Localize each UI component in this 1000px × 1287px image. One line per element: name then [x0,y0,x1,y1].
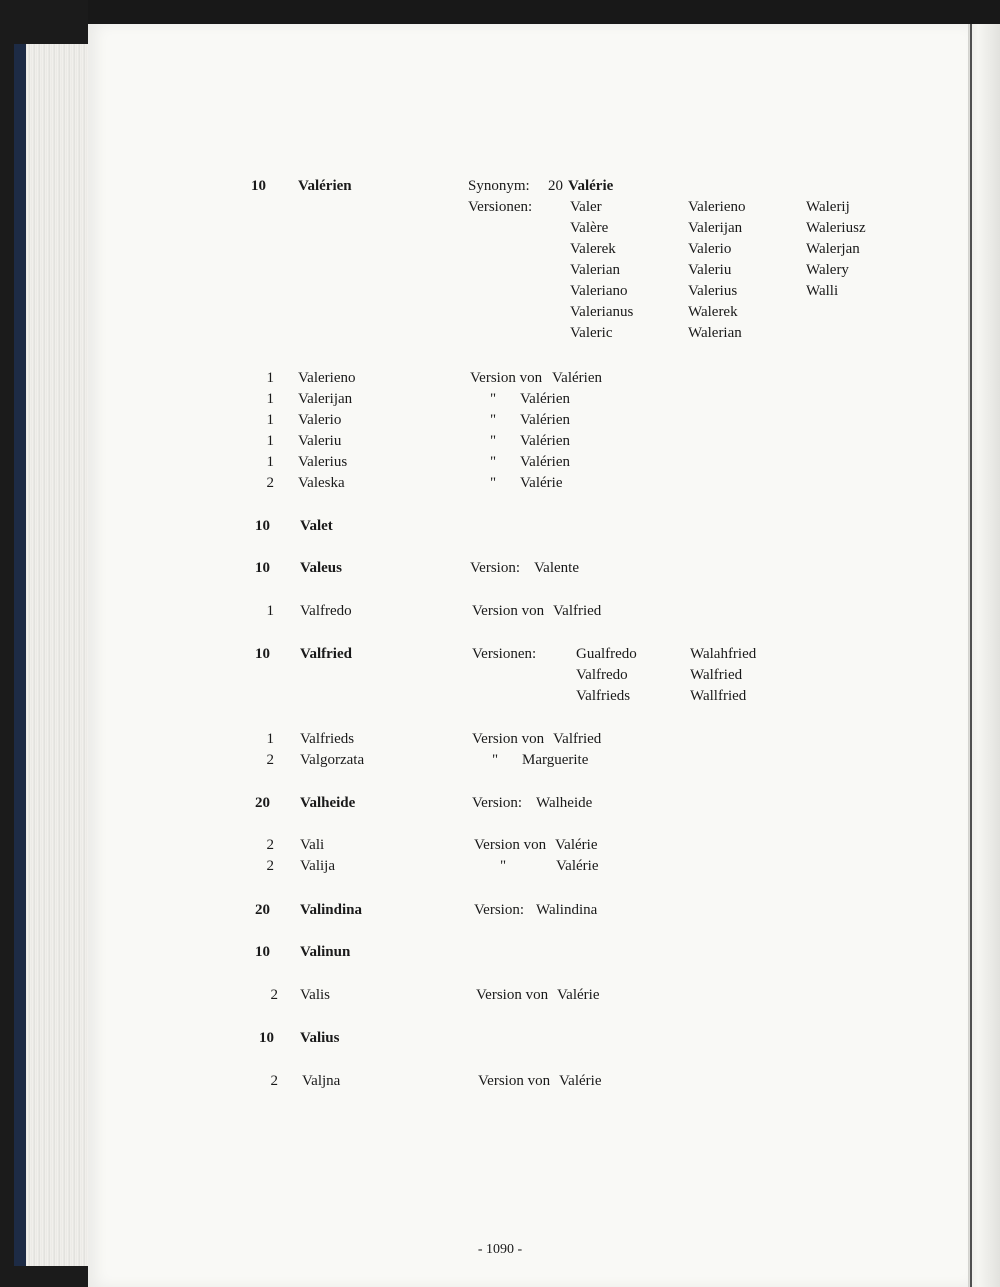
entry-ref: Valérie [557,987,600,1003]
entry-name: Valerio [298,412,342,428]
version-name: Walli [806,283,839,299]
entry-ref: Valfried [553,731,602,747]
entry-name: Valeriu [298,433,342,449]
versions-label: Versionen: [472,646,537,662]
version-name: Walery [806,262,849,278]
ditto-mark: " [490,454,497,470]
entry-count: 1 [266,731,274,747]
entry-name: Valjna [302,1073,341,1089]
entry-relation: Version von [476,987,549,1003]
entry-ref: Valérie [559,1073,602,1089]
entry-count: 10 [255,560,270,576]
entry-ref: Marguerite [522,752,589,768]
entry-relation: Version von [472,731,545,747]
entry-name: Valgorzata [300,752,365,768]
entry-count: 2 [270,987,278,1003]
ditto-mark: " [500,858,507,874]
versions-label: Versionen: [468,199,533,215]
version-name: Valerijan [688,220,743,236]
ditto-mark: " [490,475,497,491]
entry-relation: Version: [474,902,524,918]
entry-name: Valerijan [298,391,353,407]
entry-count: 20 [255,795,270,811]
version-name: Valeriu [688,262,732,278]
entry-count: 2 [266,475,274,491]
ditto-mark: " [490,433,497,449]
entry-count: 2 [266,752,274,768]
version-name: Walfried [690,667,743,683]
version-name: Valer [570,199,602,215]
ditto-mark: " [492,752,499,768]
entry-ref: Valérien [520,454,570,470]
entry-name: Valeus [300,560,342,576]
entry-name: Valinun [300,944,351,960]
entry-name: Valfried [300,646,352,662]
version-name: Walerek [688,304,738,320]
entry-ref: Walindina [536,902,598,918]
entry-relation: Version von [472,603,545,619]
version-name: Valère [570,220,609,236]
entry-name: Valija [300,858,335,874]
entry-ref: Valérien [520,391,570,407]
ditto-mark: " [490,412,497,428]
version-name: Valerius [688,283,738,299]
entry-count: 1 [266,370,274,386]
entry-name: Valfrieds [300,731,355,747]
version-name: Valerio [688,241,732,257]
entry-ref: Valérien [552,370,602,386]
version-name: Valfrieds [576,688,631,704]
entry-ref: Valente [534,560,579,576]
entry-name: Valeska [298,475,345,491]
entry-name: Valis [300,987,330,1003]
entry-relation: Version von [470,370,543,386]
entry-relation: Version: [470,560,520,576]
entry-count: 1 [266,433,274,449]
scan-top-border [88,0,1000,24]
version-name: Waleriusz [806,220,866,236]
entry-ref: Valfried [553,603,602,619]
entry-name: Valfredo [300,603,352,619]
entry-count: 1 [266,454,274,470]
entry-name: Valheide [300,795,356,811]
version-name: Valerek [570,241,616,257]
entry-count: 2 [270,1073,278,1089]
entry-ref: Valérie [520,475,563,491]
version-name: Walerij [806,199,850,215]
entry-ref: Valérien [520,433,570,449]
entry-count: 10 [255,646,270,662]
entry-relation: Version von [474,837,547,853]
entry-relation: Version von [478,1073,551,1089]
entry-ref: Valérie [555,837,598,853]
version-name: Valerieno [688,199,746,215]
version-name: Valeric [570,325,613,341]
ref-count: 20 [548,178,563,194]
entry-name: Valérien [298,178,352,194]
page-number: - 1090 - [477,1242,523,1257]
entry-name: Vali [300,837,325,853]
entry-name: Valindina [300,902,362,918]
version-name: Gualfredo [576,646,637,662]
version-name: Walerjan [806,241,860,257]
entry-count: 10 [255,944,270,960]
entry-count: 2 [266,858,274,874]
entry-count: 10 [255,518,270,534]
entry-count: 1 [266,412,274,428]
version-name: Wallfried [690,688,747,704]
next-page-edge [968,24,1000,1287]
version-name: Valeriano [570,283,628,299]
entry-ref: Walheide [536,795,593,811]
entry-count: 1 [266,391,274,407]
version-name: Valerianus [570,304,634,320]
entry-relation: Synonym: [468,178,530,194]
entry-count: 10 [259,1030,274,1046]
version-name: Walahfried [690,646,757,662]
page-gutter-line [970,24,972,1287]
entry-name: Valius [300,1030,340,1046]
entry-ref: Valérie [568,178,614,194]
entry-ref: Valérien [520,412,570,428]
entry-count: 10 [251,178,266,194]
entry-name: Valet [300,518,333,534]
entry-name: Valerieno [298,370,356,386]
entry-ref: Valérie [556,858,599,874]
version-name: Valfredo [576,667,628,683]
ditto-mark: " [490,391,497,407]
entry-count: 1 [266,603,274,619]
entry-relation: Version: [472,795,522,811]
entry-count: 20 [255,902,270,918]
version-name: Valerian [570,262,620,278]
entry-count: 2 [266,837,274,853]
entry-name: Valerius [298,454,348,470]
version-name: Walerian [688,325,742,341]
